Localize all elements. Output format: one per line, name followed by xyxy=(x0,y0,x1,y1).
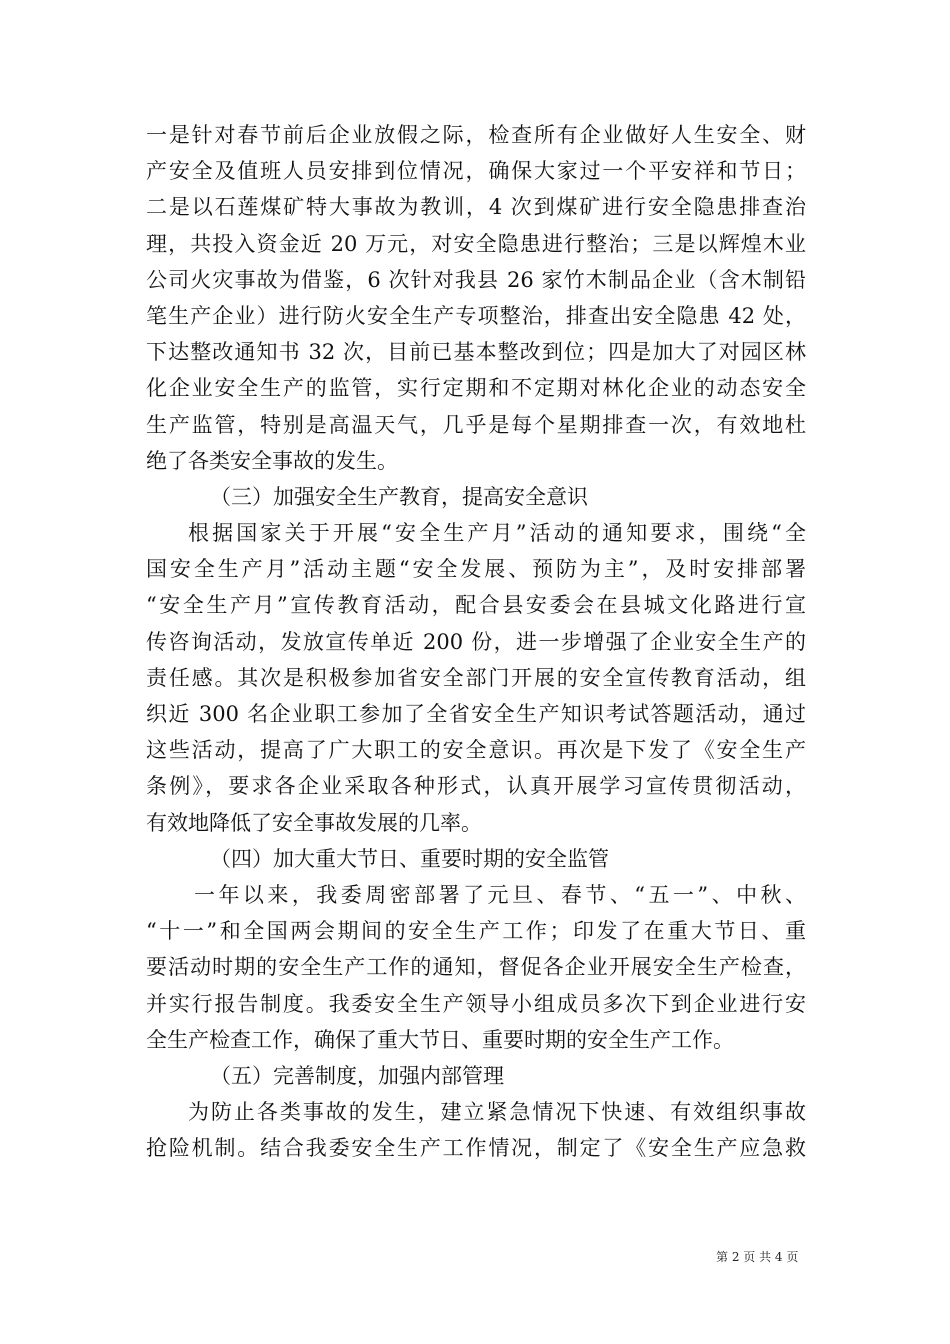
p4-line-2: 抢险机制。结合我委安全生产工作情况，制定了《安全生产应急救 xyxy=(146,1136,806,1161)
p1-line-6: 笔生产企业）进行防火安全生产专项整治，排查出安全隐患 42 处， xyxy=(146,303,806,328)
p2-line-1: 根据国家关于开展“安全生产月”活动的通知要求，围绕“全 xyxy=(188,521,806,546)
p2-line-6: 织近 300 名企业职工参加了全省安全生产知识考试答题活动，通过 xyxy=(146,702,806,726)
p1-line-2: 产安全及值班人员安排到位情况，确保大家过一个平安祥和节日； xyxy=(146,159,806,184)
page-number: 第 2 页 共 4 页 xyxy=(716,1250,799,1264)
p2-line-5: 责任感。其次是积极参加省安全部门开展的安全宣传教育活动，组 xyxy=(146,665,806,690)
p1-line-5: 公司火灾事故为借鉴，6 次针对我县 26 家竹木制品企业（含木制铅 xyxy=(146,267,806,292)
p3-line-5: 全生产检查工作，确保了重大节日、重要时期的安全生产工作。 xyxy=(146,1027,734,1052)
p2-line-3: “安全生产月”宣传教育活动，配合县安委会在县城文化路进行宣 xyxy=(146,593,806,618)
document-body xyxy=(146,117,806,1166)
p2-line-2: 国安全生产月”活动主题“安全发展、预防为主”，及时安排部署 xyxy=(146,557,806,582)
p2-line-7: 这些活动，提高了广大职工的安全意识。再次是下发了《安全生产 xyxy=(146,738,806,763)
p1-line-10: 绝了各类安全事故的发生。 xyxy=(146,448,398,473)
p1-line-8: 化企业安全生产的监管，实行定期和不定期对林化企业的动态安全 xyxy=(146,376,806,401)
section-heading-3: （三）加强安全生产教育，提高安全意识 xyxy=(210,484,588,509)
p1-line-7: 下达整改通知书 32 次，目前已基本整改到位；四是加大了对园区林 xyxy=(146,340,806,365)
p1-line-4: 理，共投入资金近 20 万元，对安全隐患进行整治；三是以辉煌木业 xyxy=(146,231,806,256)
p3-line-1: 一年以来，我委周密部署了元旦、春节、“五一”、中秋、 xyxy=(194,882,806,907)
p2-line-8: 条例》，要求各企业采取各种形式，认真开展学习宣传贯彻活动， xyxy=(146,774,806,799)
p1-line-3: 二是以石莲煤矿特大事故为教训，4 次到煤矿进行安全隐患排查治 xyxy=(146,195,806,220)
section-heading-5: （五）完善制度，加强内部管理 xyxy=(210,1063,504,1088)
p1-line-1: 一是针对春节前后企业放假之际，检查所有企业做好人生安全、财 xyxy=(146,123,806,147)
section-heading-4: （四）加大重大节日、重要时期的安全监管 xyxy=(210,846,609,871)
p1-line-9: 生产监管，特别是高温天气，几乎是每个星期排查一次，有效地杜 xyxy=(146,412,806,437)
p2-line-9: 有效地降低了安全事故发展的几率。 xyxy=(146,810,482,835)
p4-line-1: 为防止各类事故的发生，建立紧急情况下快速、有效组织事故 xyxy=(188,1100,806,1125)
p2-line-4: 传咨询活动，发放宣传单近 200 份，进一步增强了企业安全生产的 xyxy=(146,629,806,654)
p3-line-2: “十一”和全国两会期间的安全生产工作；印发了在重大节日、重 xyxy=(146,919,806,944)
p3-line-3: 要活动时期的安全生产工作的通知，督促各企业开展安全生产检查， xyxy=(146,955,806,980)
p3-line-4: 并实行报告制度。我委安全生产领导小组成员多次下到企业进行安 xyxy=(146,991,806,1016)
